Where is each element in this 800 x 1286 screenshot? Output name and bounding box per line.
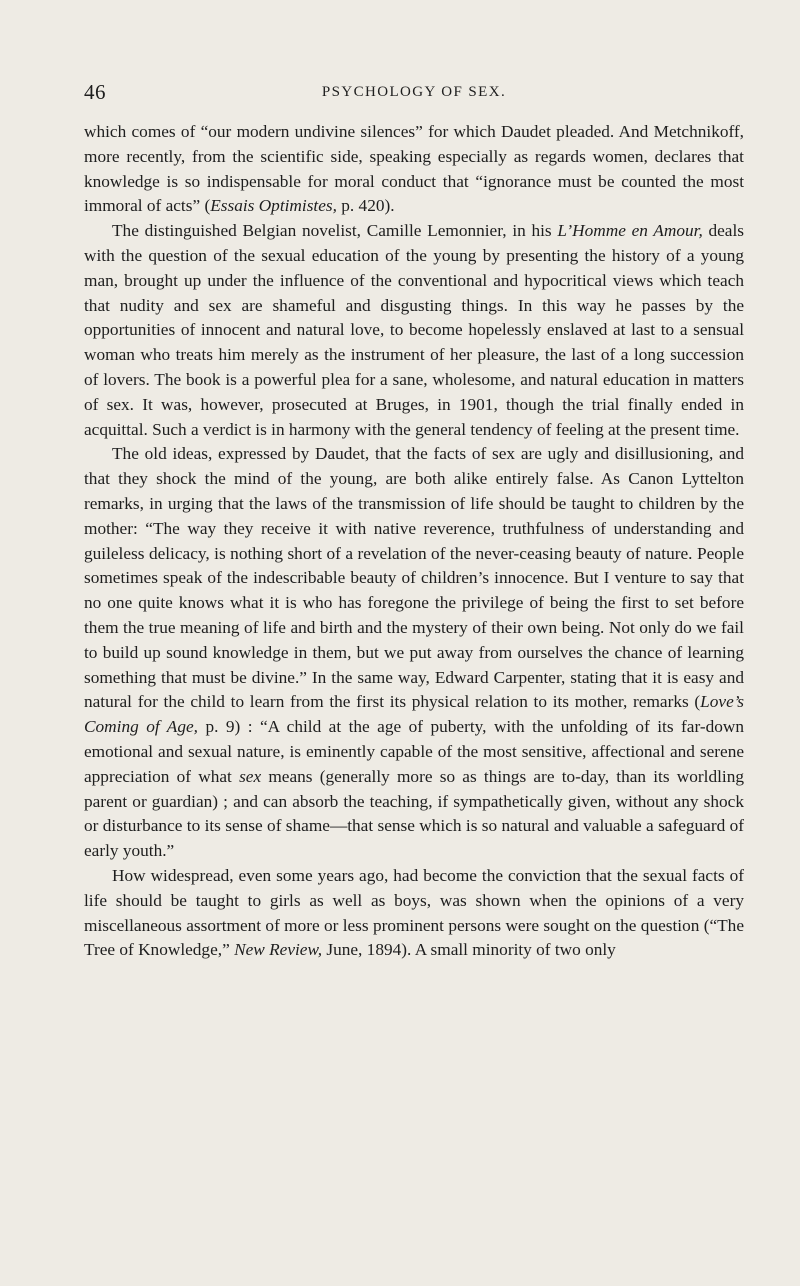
paragraph-text: deals with the question of the sexual education of the young by presenting the history of a young man, brought up under the influence of the conventional and hypocritical views which teach that nudity and sex are shameful and disgusting things. In this way he passes by the opportunities of innocent and natural love, to become hopelessly enslaved at last to a sensual woman who treats him merely as the instrument of her pleasure, the last of a long succession of lovers. The book is a powerful plea for a sane, wholesome, and natural education in matters of sex. It was, however, prosecuted at Bruges, in 1901, though the trial finally ended in acquittal. Such a verdict is in harmony with the general tendency of feeling at the present time. [84, 221, 744, 439]
paragraph-text: p. 9) : “A child at the age of puberty, with the unfolding of its far-down emotional and sexual nature, is eminently capable of the most sensitive, affectional and serene appreciation of what [84, 717, 745, 786]
paragraph-1 [84, 120, 744, 219]
paragraph-3 [84, 442, 744, 864]
paragraph-text: which comes of “our modern undivine silences” for which Daudet pleaded. And Metchnikoff, more recently, from the scientific side, speaking especially as regards women, declares that knowledge is so indispensable for moral conduct that “ignorance must be counted the most immoral of acts” ( [84, 122, 744, 216]
paragraph-text: The distinguished Belgian novelist, Camille Lemonnier, in his [112, 221, 558, 241]
paragraph-text: p. 420). [336, 196, 395, 216]
italic-text: L’Homme en Amour, [557, 221, 703, 241]
italic-text: Love’s Coming of Age, [84, 692, 744, 737]
running-head [84, 80, 744, 110]
paragraph-text: The old ideas, expressed by Daudet, that the facts of sex are ugly and disillusioning, and that they shock the mind of the young, are both alike entirely false. As Canon Lyttelton remarks, in urging that the laws of the transmission of life should be taught to children by the mother: “The way they receive it with native reverence, truthfulness of understanding and guileless delicacy, is nothing short of a revelation of the never-ceasing beauty of nature. People sometimes speak of the indescribable beauty of children’s innocence. But I venture to say that no one quite knows what it is who has foregone the privilege of being the first to set before them the true meaning of life and birth and the mystery of their own being. Not only do we fail to build up sound knowledge in them, but we put away from ourselves the chance of learning something that must be divine.” In the same way, Edward Carpenter, stating that it is easy and natural for the child to learn from the first its physical relation to its mother, remarks ( [84, 444, 744, 712]
paragraph-text: How widespread, even some years ago, had become the conviction that the sexual facts of life should be taught to girls as well as boys, was shown when the opinions of a very miscellaneous assortment of more or less prominent persons were sought on the question (“The Tree of Knowledge,” [84, 865, 744, 960]
paragraph-2 [84, 219, 744, 442]
paragraph-text: June, 1894). A small minority of two only [322, 940, 616, 960]
italic-text: New Review, [234, 940, 323, 960]
running-title: PSYCHOLOGY OF SEX. [321, 84, 507, 100]
book-page [84, 80, 744, 963]
body-text [84, 120, 744, 963]
italic-text: Essais Optimistes, [210, 196, 337, 216]
paragraph-text: means (generally more so as things are to-day, than its worldling parent or guardian) ; and can absorb the teaching, if sympathetically given, without any shock or disturbance to its sense of shame—that sense which is so natural and valuable a safeguard of early youth.” [84, 766, 744, 861]
paragraph-4 [84, 864, 744, 963]
page-number: 46 [84, 80, 106, 104]
italic-text: sex [239, 766, 262, 786]
